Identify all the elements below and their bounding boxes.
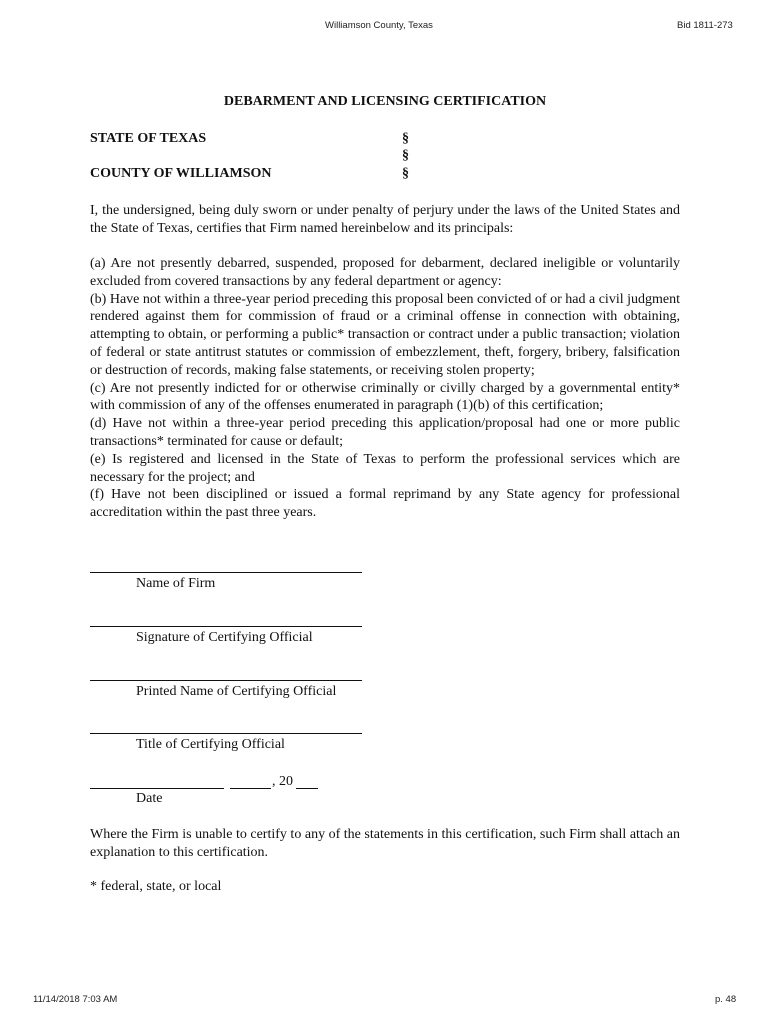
footnote: * federal, state, or local (90, 879, 222, 894)
document-title: DEBARMENT AND LICENSING CERTIFICATION (223, 94, 547, 109)
official-title-label: Title of Certifying Official (136, 737, 285, 752)
section-mark-2: § (402, 148, 409, 163)
date-year-prefix: , 20 (272, 774, 293, 789)
footer-timestamp: 11/14/2018 7:03 AM (33, 994, 118, 1005)
date-month-line[interactable] (230, 788, 271, 789)
firm-signature-line[interactable] (90, 572, 362, 573)
header-bid-number: Bid 1811-273 (677, 20, 733, 31)
clause-b: (b) Have not within a three-year period preceding this proposal been convicted of or had a civil judgment rendered against them for commission of fraud or a criminal offense in connection with obtaining, attempting to obtain, or performing a public* transaction or contract under a public transaction; violation of federal or state antitrust statutes or commission of embezzlement, theft, forgery, bribery, falsification or destruction of records, making false statements, or receiving stolen property; (90, 291, 680, 378)
signature-label: Signature of Certifying Official (136, 630, 313, 645)
printed-name-label: Printed Name of Certifying Official (136, 684, 337, 699)
signature-line[interactable] (90, 626, 362, 627)
official-title-line[interactable] (90, 733, 362, 734)
header-county: Williamson County, Texas (325, 20, 433, 31)
clause-c: (c) Are not presently indicted for or otherwise criminally or civilly charged by a governmental entity* with commission of any of the offenses enumerated in paragraph (1)(b) of this certification; (90, 380, 680, 414)
clause-list (90, 255, 680, 522)
clause-e: (e) Is registered and licensed in the State of Texas to perform the professional services which are necessary for the project; and (90, 451, 680, 485)
printed-name-line[interactable] (90, 680, 362, 681)
closing-paragraph: Where the Firm is unable to certify to any of the statements in this certification, such Firm shall attach an explanation to this certification. (90, 827, 680, 860)
section-mark-1: § (402, 131, 409, 146)
firm-label: Name of Firm (136, 576, 216, 591)
intro-paragraph: I, the undersigned, being duly sworn or under penalty of perjury under the laws of the United States and the State of Texas, certifies that Firm named hereinbelow and its principals: (90, 203, 680, 236)
clause-f: (f) Have not been disciplined or issued a formal reprimand by any State agency for professional accreditation within the past three years. (90, 487, 680, 521)
date-label: Date (136, 791, 163, 806)
clause-a: (a) Are not presently debarred, suspended, proposed for debarment, declared ineligible or voluntarily excluded from covered transactions by any federal department or agency: (90, 256, 680, 289)
clause-d: (d) Have not within a three-year period preceding this application/proposal had one or more public transactions* terminated for cause or default; (90, 416, 680, 449)
date-year-line[interactable] (296, 788, 318, 789)
footer-page-number: p. 48 (715, 994, 737, 1005)
section-mark-3: § (402, 166, 409, 181)
venue-state: STATE OF TEXAS (90, 131, 207, 146)
date-day-line[interactable] (90, 788, 224, 789)
venue-county: COUNTY OF WILLIAMSON (90, 166, 272, 181)
